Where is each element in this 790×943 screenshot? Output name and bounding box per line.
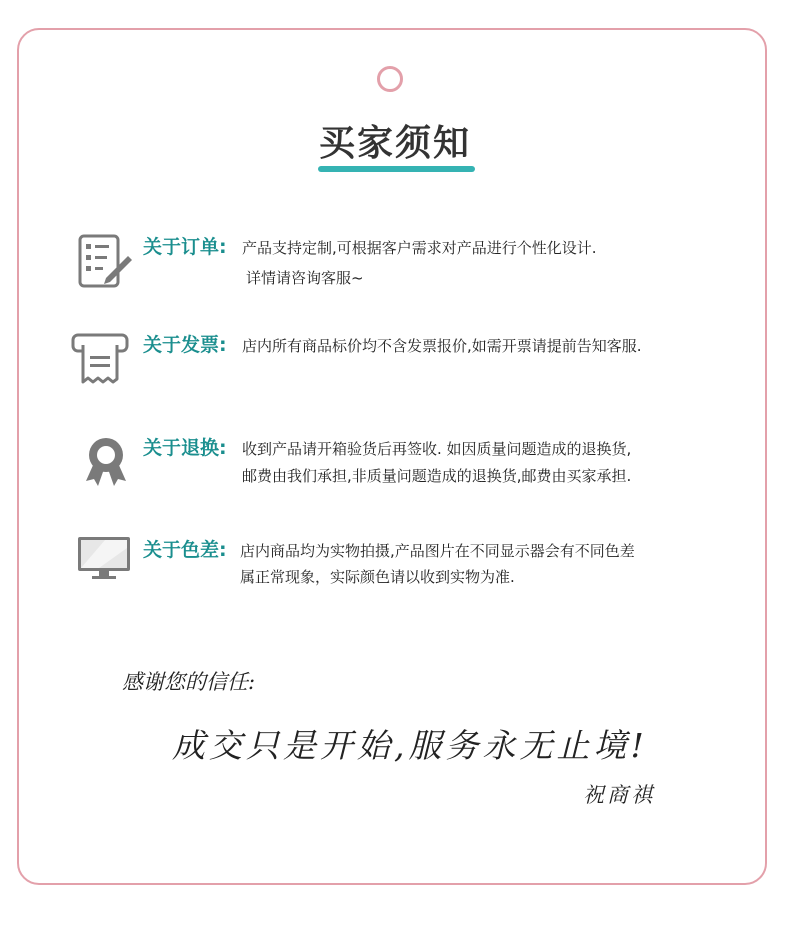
title-underline <box>318 166 475 172</box>
section-text-line: 店内商品均为实物拍摄,产品图片在不同显示器会有不同色差 <box>240 542 635 560</box>
invoice-receipt-icon <box>71 332 129 388</box>
section-text-line: 属正常现象，实际颜色请以收到实物为准. <box>240 568 515 586</box>
section-label: 关于色差: <box>143 539 227 561</box>
section-text-line: 店内所有商品标价均不含发票报价,如需开票请提前告知客服. <box>242 337 642 355</box>
section-label: 关于订单: <box>143 236 227 258</box>
closing-motto: 成交只是开始,服务永无止境! <box>172 726 648 765</box>
monitor-icon <box>77 536 131 580</box>
section-text-line: 详情请咨询客服~ <box>246 269 364 287</box>
section-returns <box>0 432 790 492</box>
closing-greeting: 感谢您的信任: <box>122 670 256 694</box>
section-order <box>0 228 790 298</box>
section-text-line: 产品支持定制,可根据客户需求对产品进行个性化设计. <box>242 239 597 257</box>
award-ribbon-icon <box>82 435 130 487</box>
section-color-difference <box>0 534 790 594</box>
page-title: 买家须知 <box>318 123 471 164</box>
section-text-line: 收到产品请开箱验货后再签收. 如因质量问题造成的退换货, <box>242 440 632 458</box>
section-label: 关于发票: <box>143 334 227 356</box>
decorative-circle-icon <box>377 66 403 92</box>
closing-signature: 祝商祺 <box>583 783 655 807</box>
section-label: 关于退换: <box>143 437 227 459</box>
order-list-icon <box>78 234 134 288</box>
section-text-line: 邮费由我们承担,非质量问题造成的退换货,邮费由买家承担. <box>242 467 632 485</box>
section-invoice <box>0 328 790 388</box>
